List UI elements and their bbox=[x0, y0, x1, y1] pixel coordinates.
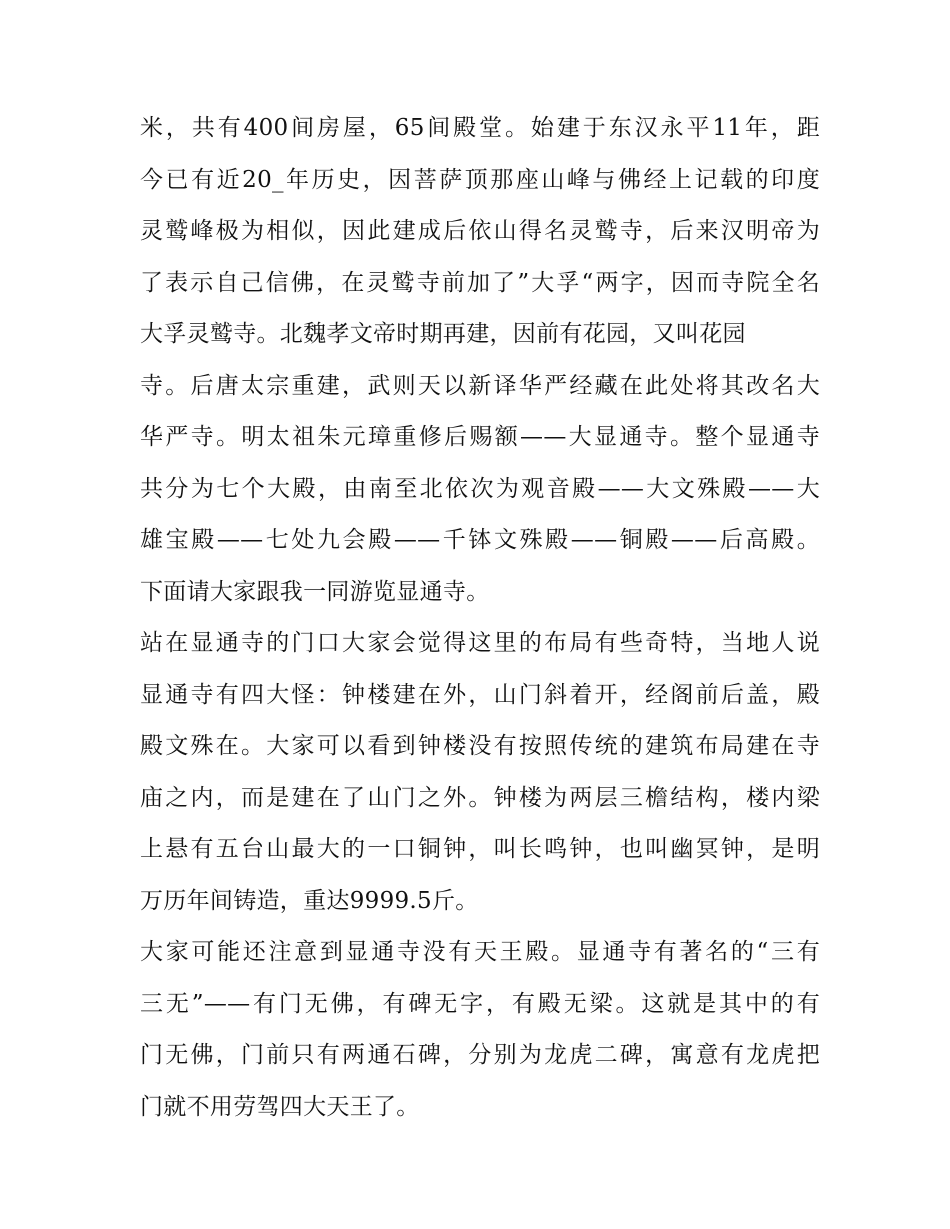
text-line: 万历年间铸造，重达9999.5斤。 bbox=[140, 887, 479, 914]
text-line: 下面请大家跟我一同游览显通寺。 bbox=[140, 578, 490, 605]
text-line: 门无佛，门前只有两通石碑，分别为龙虎二碑，寓意有龙虎把 bbox=[140, 1042, 820, 1068]
text-line: 米，共有400间房屋，65间殿堂。始建于东汉永平11年，距 bbox=[140, 115, 820, 141]
text-line: 灵鹫峰极为相似，因此建成后依山得名灵鹫寺，后来汉明帝为 bbox=[140, 218, 820, 244]
text-line: 今已有近20_年历史，因菩萨顶那座山峰与佛经上记载的印度 bbox=[140, 166, 820, 193]
text-line: 显通寺有四大怪：钟楼建在外，山门斜着开，经阁前后盖，殿 bbox=[140, 681, 820, 708]
text-line: 站在显通寺的门口大家会觉得这里的布局有些奇特，当地人说 bbox=[140, 630, 820, 656]
text-line: 三无”——有门无佛，有碑无字，有殿无梁。这就是其中的有 bbox=[140, 990, 820, 1017]
body-text bbox=[140, 103, 820, 1133]
text-line: 庙之内，而是建在了山门之外。钟楼为两层三檐结构，楼内梁 bbox=[140, 784, 820, 811]
text-line: 了表示自己信佛，在灵鹫寺前加了”大孚“两字，因而寺院全名 bbox=[140, 269, 820, 296]
text-line: 华严寺。明太祖朱元璋重修后赐额——大显通寺。整个显通寺 bbox=[140, 424, 820, 450]
text-line: 殿文殊在。大家可以看到钟楼没有按照传统的建筑布局建在寺 bbox=[140, 733, 820, 759]
text-line: 寺。后唐太宗重建，武则天以新译华严经藏在此处将其改名大 bbox=[140, 372, 820, 399]
text-line: 大家可能还注意到显通寺没有天王殿。显通寺有著名的“三有 bbox=[140, 939, 820, 965]
text-line: 共分为七个大殿，由南至北依次为观音殿——大文殊殿——大 bbox=[140, 475, 820, 502]
text-line: 上悬有五台山最大的一口铜钟，叫长鸣钟，也叫幽冥钟，是明 bbox=[140, 836, 820, 862]
text-line: 大孚灵鹫寺。北魏孝文帝时期再建，因前有花园，又叫花园 bbox=[140, 321, 746, 347]
text-line: 雄宝殿——七处九会殿——千钵文殊殿——铜殿——后高殿。 bbox=[140, 527, 820, 553]
text-line: 门就不用劳驾四大天王了。 bbox=[140, 1093, 420, 1120]
